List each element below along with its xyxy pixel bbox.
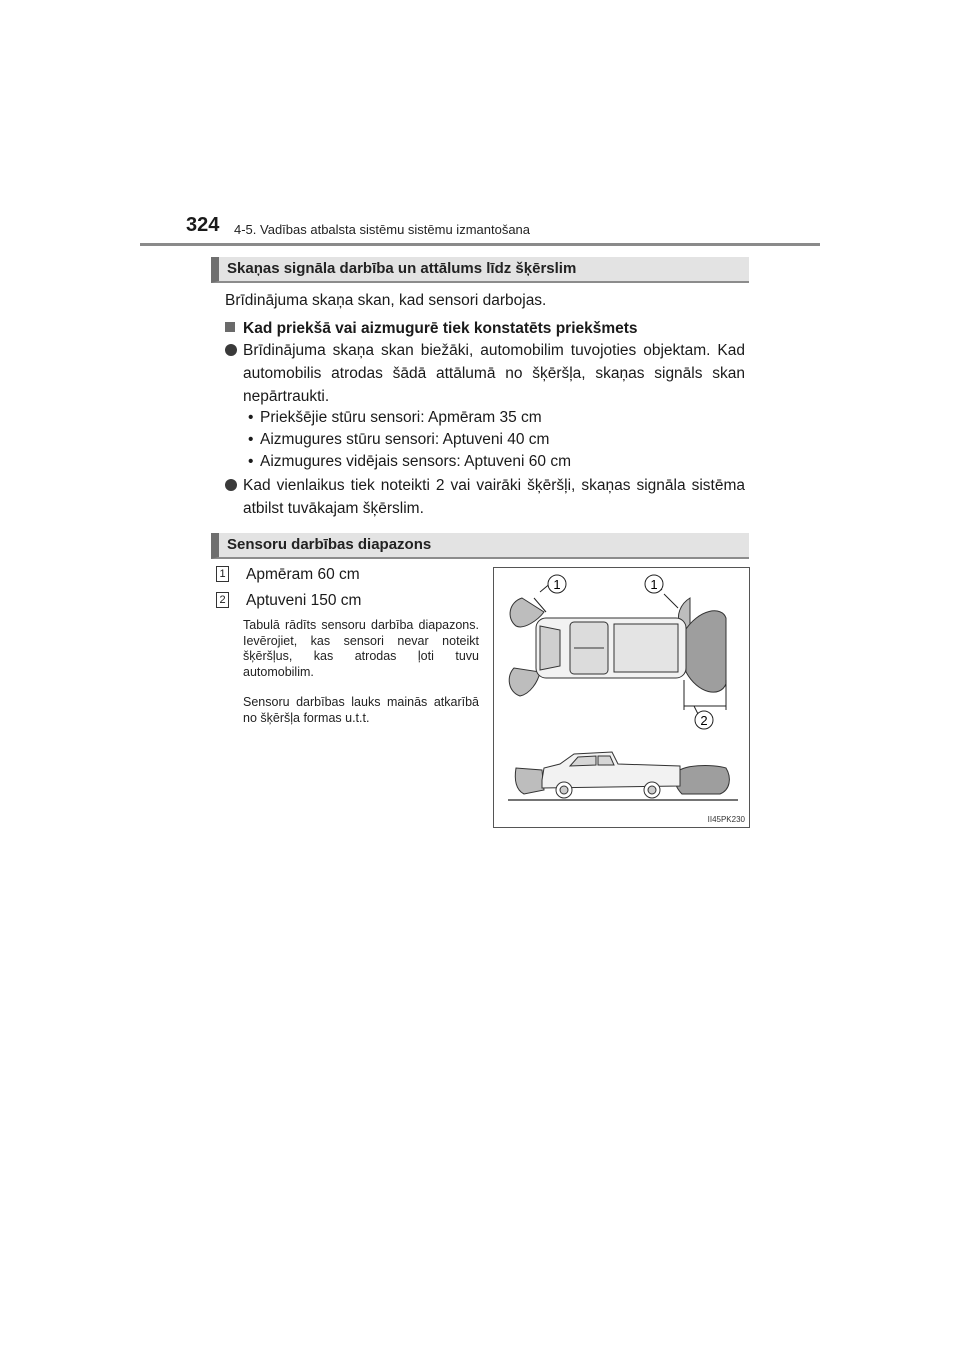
header-rule [140, 243, 820, 246]
bullet-dot-icon [225, 479, 237, 491]
numbered-item-text: Apmēram 60 cm [246, 566, 360, 583]
dot-marker: • [248, 453, 254, 470]
list-item-text: Aizmugures vidējais sensors: Aptuveni 60 cm [260, 453, 572, 470]
dimension-arrow-2 [664, 594, 678, 608]
numbered-item-text: Aptuveni 150 cm [246, 592, 362, 609]
detection-zone-front-right [509, 668, 540, 696]
numbered-item-1 [216, 564, 360, 586]
number-box: 1 [216, 566, 229, 582]
bullet-item-2 [225, 474, 745, 520]
note-paragraph-1: Tabulā rādīts sensoru darbība diapazons. Ievērojiet, kas sensori nevar noteikt šķēršļus, kas atrodas ļoti tuvu automobilim. [243, 618, 479, 679]
callout-label-3: 2 [700, 713, 708, 728]
figure-code: II45PK230 [707, 815, 745, 824]
detection-zone-side-rear [675, 766, 729, 794]
list-item-text: Priekšējie stūru sensori: Apmēram 35 cm [260, 409, 542, 426]
number-box: 2 [216, 592, 229, 608]
list-item-text: Aizmugures stūru sensori: Aptuveni 40 cm [260, 431, 550, 448]
running-head: 4-5. Vadības atbalsta sistēmu sistēmu izmantošana [234, 222, 531, 237]
section-heading-2 [211, 533, 749, 559]
vehicle-illustration [494, 568, 749, 827]
section-title: Sensoru darbības diapazons [227, 536, 432, 553]
detection-zone-rear-center [684, 611, 726, 692]
list-item [248, 407, 542, 429]
sub-heading [225, 317, 750, 340]
leader-line-3 [694, 706, 698, 714]
sub-heading-text: Kad priekšā vai aizmugurē tiek konstatēts priekšmets [243, 320, 638, 337]
vehicle-side-view [542, 752, 680, 798]
list-item [248, 451, 571, 473]
intro-paragraph: Brīdinājuma skaņa skan, kad sensori darbojas. [225, 292, 547, 309]
page-number: 324 [186, 214, 220, 236]
sensor-range-figure [493, 567, 750, 828]
dot-marker: • [248, 409, 254, 426]
section-heading-1 [211, 257, 749, 283]
callout-label-2: 1 [650, 577, 658, 592]
bullet-item-1 [225, 339, 745, 408]
dot-marker: • [248, 431, 254, 448]
detection-zone-side-front [515, 768, 544, 794]
note-paragraph-2: Sensoru darbības lauks mainās atkarībā no šķēršļa formas u.t.t. [243, 695, 479, 725]
bullet-dot-icon [225, 344, 237, 356]
vehicle-top-view [536, 618, 686, 678]
bullet-text: Brīdinājuma skaņa skan biežāki, automobilim tuvojoties objektam. Kad automobilis atrodas šādā attālumā no šķēršļa, skaņas signāls skan nepārtraukti. [243, 342, 745, 405]
numbered-item-2 [216, 590, 361, 612]
square-bullet-icon [225, 322, 235, 332]
list-item [248, 429, 549, 451]
section-title: Skaņas signāla darbība un attālums līdz šķērslim [227, 260, 577, 277]
bullet-text: Kad vienlaikus tiek noteikti 2 vai vairāki šķēršļi, skaņas signāla sistēma atbilst tuvākajam šķērslim. [243, 477, 745, 517]
callout-label-1: 1 [553, 577, 561, 592]
